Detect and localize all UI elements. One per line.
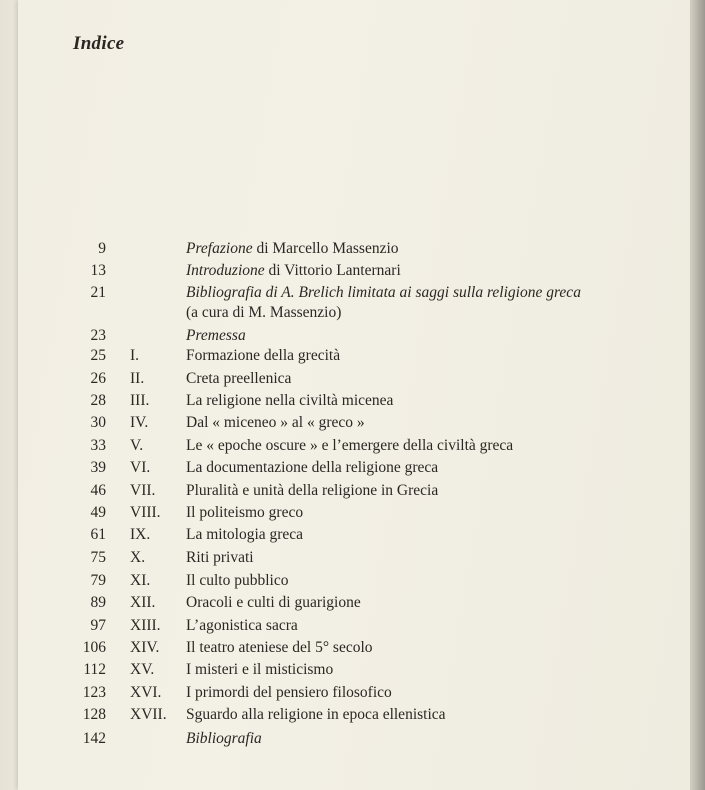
book-page [18, 0, 690, 790]
chapter-number: XVI. [130, 684, 162, 701]
toc-title [186, 262, 401, 280]
toc-page-number: 46 [90, 482, 106, 499]
toc-title: Il politeismo greco [186, 504, 304, 521]
toc-title: Pluralità e unità della religione in Grecia [186, 482, 439, 499]
chapter-number: X. [130, 549, 146, 566]
toc-page-number: 21 [90, 284, 106, 301]
toc-title: Formazione della grecità [186, 347, 341, 364]
toc-page-number: 112 [83, 661, 106, 678]
toc-page-number: 142 [82, 730, 106, 747]
toc-title: Il culto pubblico [186, 572, 289, 589]
chapter-number: III. [130, 392, 150, 409]
toc-page-number: 75 [90, 549, 106, 566]
right-page-edge [690, 0, 705, 790]
table-of-contents [18, 0, 690, 790]
chapter-number: XIII. [130, 617, 161, 634]
toc-page-number: 49 [90, 504, 106, 521]
chapter-number: XIV. [130, 639, 160, 656]
toc-title: Bibliografia [186, 730, 262, 747]
toc-page-number: 25 [90, 347, 106, 364]
toc-page-number: 123 [82, 684, 106, 701]
toc-title: I misteri e il misticismo [186, 661, 334, 678]
toc-page-number: 28 [90, 392, 106, 409]
chapter-number: VIII. [130, 504, 161, 521]
chapter-number: XVII. [130, 706, 167, 723]
chapter-number: VI. [130, 459, 151, 476]
toc-title: Le « epoche oscure » e l’emergere della civiltà greca [186, 437, 514, 454]
chapter-number: I. [130, 347, 140, 364]
chapter-number: II. [130, 370, 145, 387]
toc-page-number: 128 [82, 706, 106, 723]
chapter-number: IV. [130, 414, 149, 431]
toc-page-number: 23 [90, 327, 106, 344]
toc-title-italic: Introduzione [186, 262, 265, 279]
toc-title: La mitologia greca [186, 526, 304, 543]
toc-title: Premessa [186, 327, 246, 344]
chapter-number: V. [130, 437, 144, 454]
toc-title-rest: di Vittorio Lanternari [264, 262, 401, 279]
toc-title: Oracoli e culti di guarigione [186, 594, 361, 611]
toc-title: I primordi del pensiero filosofico [186, 684, 392, 701]
chapter-number: XI. [130, 572, 151, 589]
toc-title [186, 240, 399, 258]
toc-page-number: 106 [82, 639, 106, 656]
chapter-number: XII. [130, 594, 156, 611]
toc-title: Bibliografia di A. Brelich limitata ai saggi sulla religione greca [186, 284, 581, 301]
toc-page-number: 79 [90, 572, 106, 589]
toc-page-number: 30 [90, 414, 106, 431]
toc-title: Riti privati [186, 549, 254, 566]
toc-title: Sguardo alla religione in epoca ellenistica [186, 706, 446, 723]
toc-title: Il teatro ateniese del 5° secolo [186, 639, 373, 656]
toc-page-number: 61 [90, 526, 106, 543]
toc-page-number: 33 [90, 437, 106, 454]
chapter-number: XV. [130, 661, 155, 678]
toc-title-italic: Prefazione [186, 240, 253, 257]
toc-title: Creta preellenica [186, 370, 292, 387]
toc-title: La religione nella civiltà micenea [186, 392, 394, 409]
toc-page-number: 39 [90, 459, 106, 476]
toc-title: La documentazione della religione greca [186, 459, 439, 476]
toc-title: Dal « miceneo » al « greco » [186, 414, 365, 431]
toc-title: L’agonistica sacra [186, 617, 298, 634]
toc-page-number: 13 [90, 262, 106, 279]
toc-title-rest: di Marcello Massenzio [252, 240, 399, 257]
toc-page-number: 97 [90, 617, 106, 634]
toc-page-number: 89 [90, 594, 106, 611]
toc-page-number: 26 [90, 370, 106, 387]
chapter-number: IX. [130, 526, 151, 543]
page-title: Indice [73, 33, 125, 54]
toc-page-number: 9 [98, 240, 106, 257]
toc-title-continuation: (a cura di M. Massenzio) [186, 304, 342, 321]
chapter-number: VII. [130, 482, 156, 499]
